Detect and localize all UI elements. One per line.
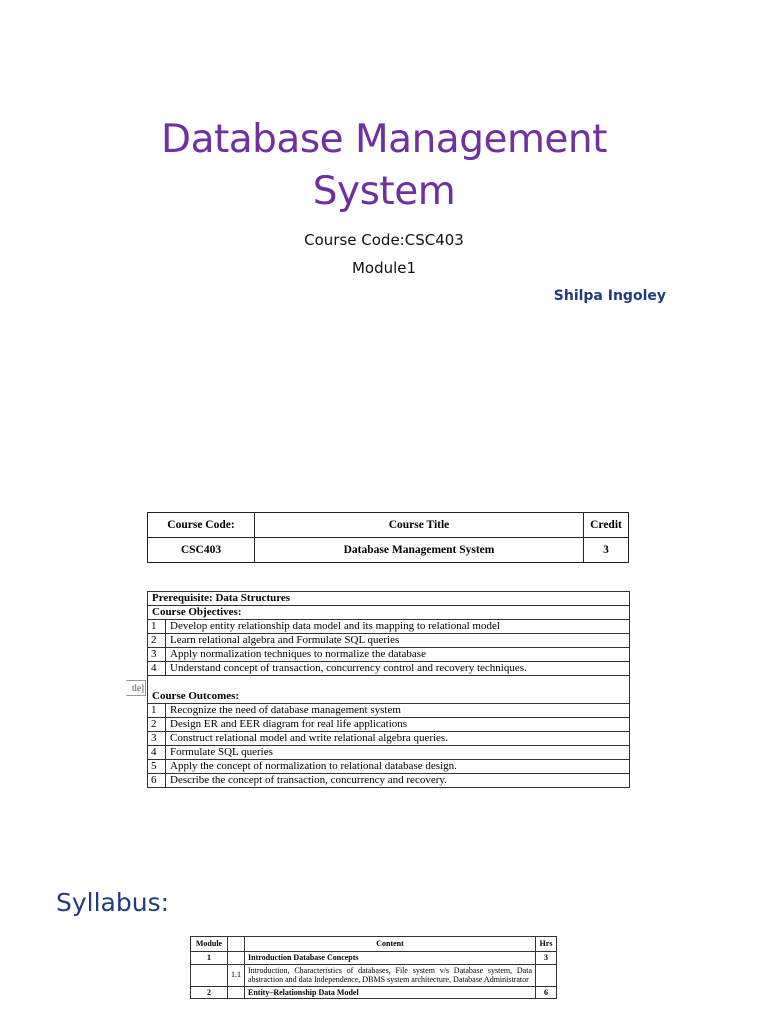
prerequisite: Prerequisite: Data Structures — [148, 592, 630, 606]
course-code-line: Course Code:CSC403 — [304, 231, 464, 249]
outcome-text: Apply the concept of normalization to relational database design. — [166, 760, 630, 774]
clipped-side-tag: tle] — [126, 680, 146, 696]
header-module: Module — [191, 937, 228, 952]
objectives-heading: Course Objectives: — [148, 606, 630, 620]
syllabus-heading: Syllabus: — [56, 888, 170, 917]
table-row — [148, 634, 630, 648]
module-content: Entity–Relationship Data Model — [245, 986, 536, 999]
module-number — [191, 964, 228, 986]
module-line: Module1 — [351, 259, 417, 277]
page-title — [0, 114, 768, 218]
table-row — [148, 746, 630, 760]
cell-course-title: Database Management System — [255, 538, 584, 563]
header-course-code: Course Code: — [148, 513, 255, 538]
author-name: Shilpa Ingoley — [553, 288, 666, 304]
header-content: Content — [245, 937, 536, 952]
objectives-heading-row — [148, 606, 630, 620]
objective-number: 3 — [148, 648, 166, 662]
cell-course-code: CSC403 — [148, 538, 255, 563]
course-table-header-row — [148, 513, 629, 538]
outcome-text: Formulate SQL queries — [166, 746, 630, 760]
outcome-number: 6 — [148, 774, 166, 788]
course-table-data-row — [148, 538, 629, 563]
title-line-1: Database Management — [161, 117, 607, 162]
objective-text: Learn relational algebra and Formulate SQL queries — [166, 634, 630, 648]
sub-number — [228, 952, 245, 965]
table-row — [148, 648, 630, 662]
title-line-2: System — [312, 169, 456, 214]
objective-number: 4 — [148, 662, 166, 676]
module-hrs: 3 — [536, 952, 557, 965]
table-row — [148, 760, 630, 774]
objective-text: Understand concept of transaction, concurrency control and recovery techniques. — [166, 662, 630, 676]
table-row — [191, 964, 557, 986]
header-hrs: Hrs — [536, 937, 557, 952]
outcome-number: 5 — [148, 760, 166, 774]
table-row — [148, 620, 630, 634]
module-number: 1 — [191, 952, 228, 965]
module-content: Introduction, Characteristics of databases, File system v/s Database system, Data abstraction and data Independence, DBMS system architecture, Database Administrator — [245, 964, 536, 986]
cell-credit: 3 — [584, 538, 629, 563]
outcome-text: Design ER and EER diagram for real life applications — [166, 718, 630, 732]
table-row — [148, 704, 630, 718]
outcome-text: Construct relational model and write relational algebra queries. — [166, 732, 630, 746]
outcomes-heading-row — [148, 690, 630, 704]
table-row — [191, 952, 557, 965]
outcome-text: Recognize the need of database management system — [166, 704, 630, 718]
syllabus-table — [190, 936, 557, 999]
table-row — [191, 986, 557, 999]
outcome-number: 4 — [148, 746, 166, 760]
sub-number: 1.1 — [228, 964, 245, 986]
sub-number — [228, 986, 245, 999]
module-hrs — [536, 964, 557, 986]
outcomes-heading: Course Outcomes: — [148, 690, 630, 704]
prerequisite-row — [148, 592, 630, 606]
outcome-number: 1 — [148, 704, 166, 718]
module-content: Introduction Database Concepts — [245, 952, 536, 965]
module-hrs: 6 — [536, 986, 557, 999]
course-code-table — [147, 512, 629, 563]
outcome-number: 3 — [148, 732, 166, 746]
table-row — [148, 732, 630, 746]
objectives-table — [147, 591, 630, 788]
objective-text: Apply normalization techniques to normalize the database — [166, 648, 630, 662]
syllabus-header-row — [191, 937, 557, 952]
table-row — [148, 718, 630, 732]
objective-number: 2 — [148, 634, 166, 648]
table-row — [148, 662, 630, 676]
spacer-row — [148, 676, 630, 691]
header-credit: Credit — [584, 513, 629, 538]
objective-text: Develop entity relationship data model and its mapping to relational model — [166, 620, 630, 634]
header-sub — [228, 937, 245, 952]
outcome-number: 2 — [148, 718, 166, 732]
table-row — [148, 774, 630, 788]
objective-number: 1 — [148, 620, 166, 634]
header-course-title: Course Title — [255, 513, 584, 538]
outcome-text: Describe the concept of transaction, concurrency and recovery. — [166, 774, 630, 788]
module-number: 2 — [191, 986, 228, 999]
